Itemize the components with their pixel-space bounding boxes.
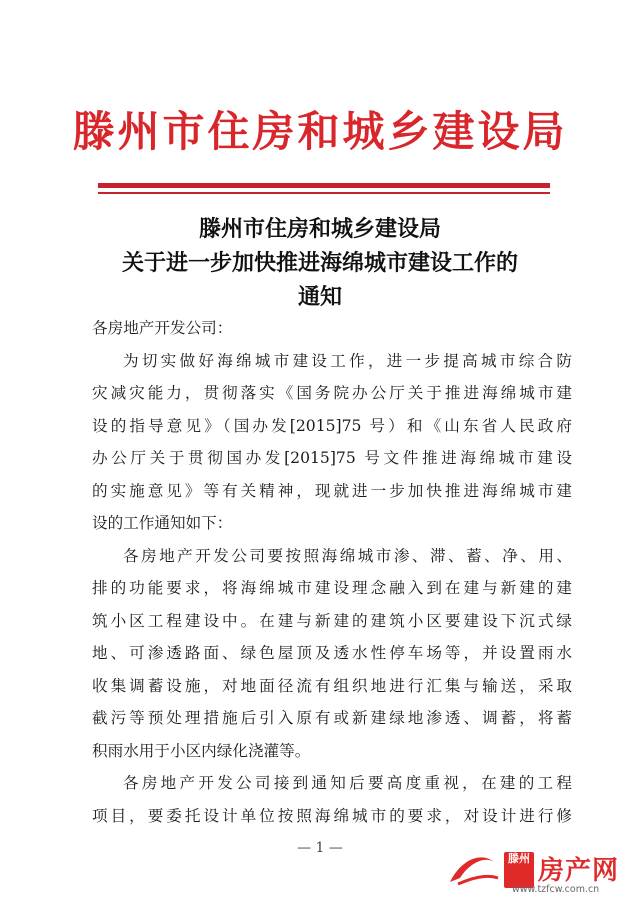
salutation: 各房地产开发公司：	[92, 319, 233, 337]
body-line: 各房地产开发公司接到通知后要高度重视，在建的工程	[123, 774, 572, 792]
title-line-1: 滕州市住房和城乡建设局	[198, 216, 441, 242]
body-line: 截污等预处理措施后引入原有或新建绿地渗透、调蓄，将蓄	[92, 709, 572, 727]
body-line: 设的工作通知如下：	[92, 514, 233, 532]
body-line: 排的功能要求，将海绵城市建设理念融入到在建与新建的建	[92, 579, 572, 597]
watermark-city: 滕州	[508, 852, 530, 865]
body-line: 地、可渗透路面、绿色屋顶及透水性停车场等，并设置雨水	[92, 644, 572, 662]
body-line: 办公厅关于贯彻国办发[2015]75 号文件推进海绵城市建设	[92, 449, 572, 467]
title-line-2: 关于进一步加快推进海绵城市建设工作的	[121, 250, 518, 276]
body-line: 灾减灾能力，贯彻落实《国务院办公厅关于推进海绵城市建	[92, 384, 572, 402]
watermark-url: www.tzfcw.com.cn	[512, 884, 600, 895]
body-line: 收集调蓄设施，对地面径流有组织地进行汇集与输送，采取	[92, 676, 572, 695]
body-line: 为切实做好海绵城市建设工作，进一步提高城市综合防	[123, 351, 572, 370]
body-line: 设的指导意见》（国办发[2015]75 号）和《山东省人民政府	[92, 416, 572, 435]
title-line-3: 通知	[297, 284, 342, 310]
page-number: — 1 —	[297, 840, 343, 856]
body-line: 的实施意见》等有关精神，现就进一步加快推进海绵城市建	[92, 481, 572, 500]
body-line: 筑小区工程建设中。在建与新建的建筑小区要建设下沉式绿	[92, 611, 572, 630]
watermark-brand: 房产网	[538, 856, 620, 886]
letterhead-rule-thin	[98, 192, 550, 194]
letterhead-title: 滕州市住房和城乡建设局	[72, 107, 568, 156]
letterhead-rule-thick	[98, 183, 550, 188]
document-body	[92, 312, 572, 832]
watermark-logo	[442, 846, 632, 900]
body-line: 各房地产开发公司要按照海绵城市渗、滞、蓄、净、用、	[123, 546, 572, 565]
document-title	[60, 212, 580, 314]
body-line: 积雨水用于小区内绿化浇灌等。	[92, 741, 311, 760]
body-line: 项目，要委托设计单位按照海绵城市的要求，对设计进行修	[92, 806, 572, 825]
